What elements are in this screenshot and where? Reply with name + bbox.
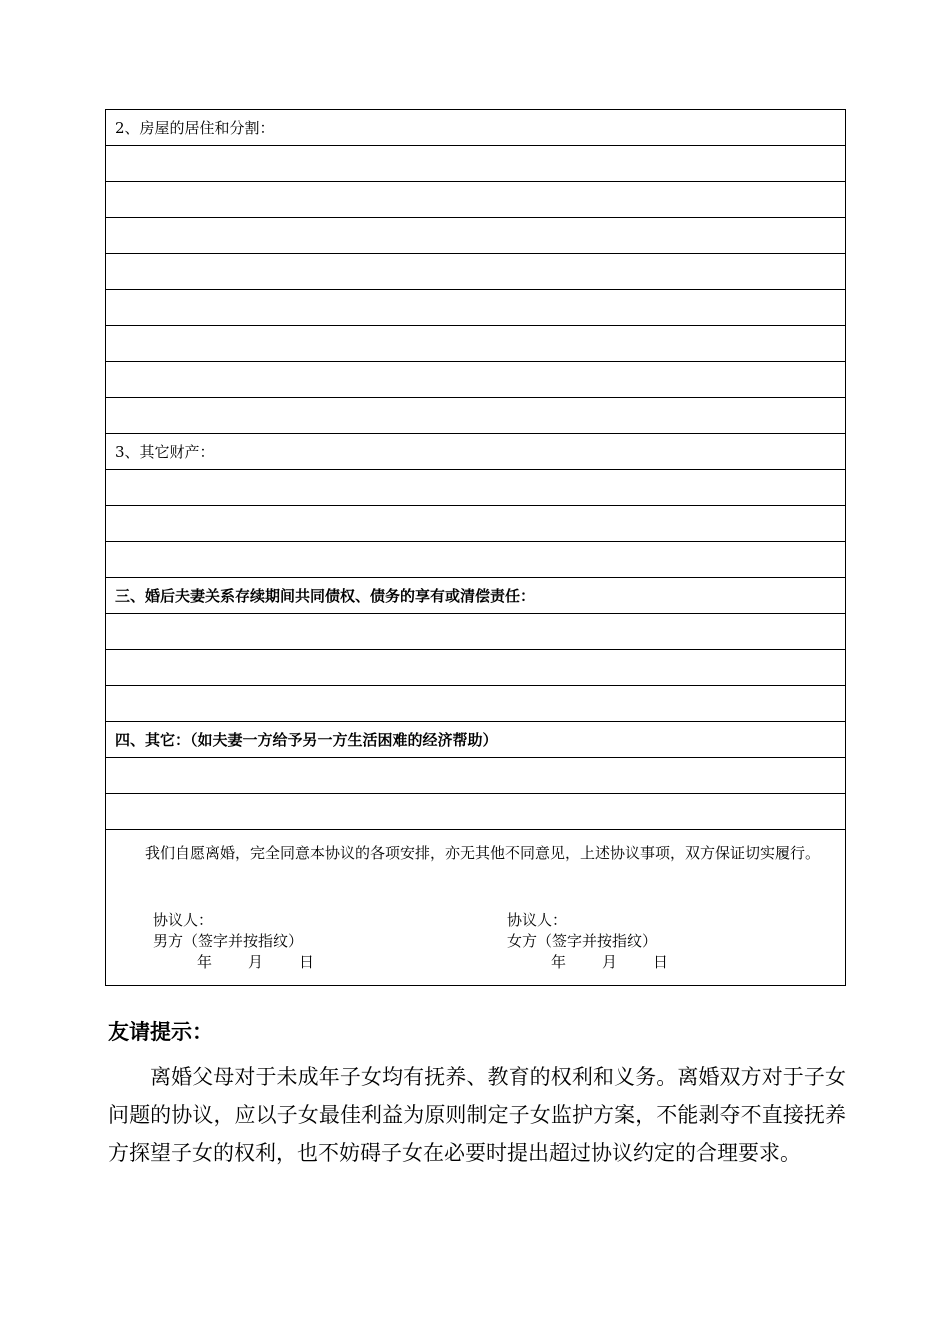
section-3-title: 3、其它财产：: [106, 434, 846, 470]
blank-row: [106, 398, 846, 434]
blank-row: [106, 542, 846, 578]
blank-row: [106, 254, 846, 290]
blank-row: [106, 182, 846, 218]
blank-row: [106, 650, 846, 686]
section-si-title: 四、其它：（如夫妻一方给予另一方生活困难的经济帮助）: [106, 722, 846, 758]
section-san-header-row: [106, 578, 846, 614]
blank-cell[interactable]: [106, 686, 846, 722]
blank-row: [106, 794, 846, 830]
male-day: 日: [299, 953, 315, 971]
blank-row: [106, 686, 846, 722]
blank-cell[interactable]: [106, 254, 846, 290]
blank-row: [106, 146, 846, 182]
blank-cell[interactable]: [106, 758, 846, 794]
female-party[interactable]: 女方（签字并按指纹）: [507, 932, 658, 950]
female-signature-block: [507, 910, 668, 973]
female-year: 年: [551, 953, 567, 971]
blank-row: [106, 758, 846, 794]
section-3-header-row: [106, 434, 846, 470]
male-party[interactable]: 男方（签字并按指纹）: [153, 932, 304, 950]
blank-cell[interactable]: [106, 506, 846, 542]
statement-text: 我们自愿离婚，完全同意本协议的各项安排，亦无其他不同意见，上述协议事项，双方保证切实履行。: [145, 844, 821, 862]
tips-title: 友请提示：: [108, 1020, 213, 1044]
blank-cell[interactable]: [106, 146, 846, 182]
section-san-title: 三、婚后夫妻关系存续期间共同债权、债务的享有或清偿责任：: [106, 578, 846, 614]
blank-cell[interactable]: [106, 542, 846, 578]
statement-cell: [106, 830, 846, 986]
blank-row: [106, 326, 846, 362]
section-2-header-row: [106, 110, 846, 146]
blank-cell[interactable]: [106, 614, 846, 650]
blank-cell[interactable]: [106, 794, 846, 830]
blank-row: [106, 362, 846, 398]
blank-cell[interactable]: [106, 362, 846, 398]
blank-cell[interactable]: [106, 218, 846, 254]
female-day: 日: [653, 953, 669, 971]
statement-row: [106, 830, 846, 986]
female-month: 月: [602, 953, 618, 971]
blank-row: [106, 470, 846, 506]
female-date[interactable]: [507, 952, 668, 973]
blank-row: [106, 290, 846, 326]
blank-cell[interactable]: [106, 398, 846, 434]
blank-row: [106, 614, 846, 650]
female-label: 协议人：: [507, 911, 568, 929]
male-year: 年: [197, 953, 213, 971]
male-date[interactable]: [153, 952, 314, 973]
blank-cell[interactable]: [106, 470, 846, 506]
male-month: 月: [248, 953, 264, 971]
blank-cell[interactable]: [106, 290, 846, 326]
male-signature-block: [153, 910, 314, 973]
agreement-form-table: [105, 109, 846, 986]
blank-cell[interactable]: [106, 650, 846, 686]
section-2-title: 2、房屋的居住和分割：: [106, 110, 846, 146]
blank-row: [106, 506, 846, 542]
blank-cell[interactable]: [106, 326, 846, 362]
blank-row: [106, 218, 846, 254]
blank-cell[interactable]: [106, 182, 846, 218]
section-si-header-row: [106, 722, 846, 758]
tips-body: 离婚父母对于未成年子女均有抚养、教育的权利和义务。离婚双方对于子女问题的协议，应以子女最佳利益为原则制定子女监护方案，不能剥夺不直接抚养方探望子女的权利，也不妨碍子女在必要时提出超过协议约定的合理要求。: [108, 1065, 846, 1165]
male-label: 协议人：: [153, 911, 214, 929]
